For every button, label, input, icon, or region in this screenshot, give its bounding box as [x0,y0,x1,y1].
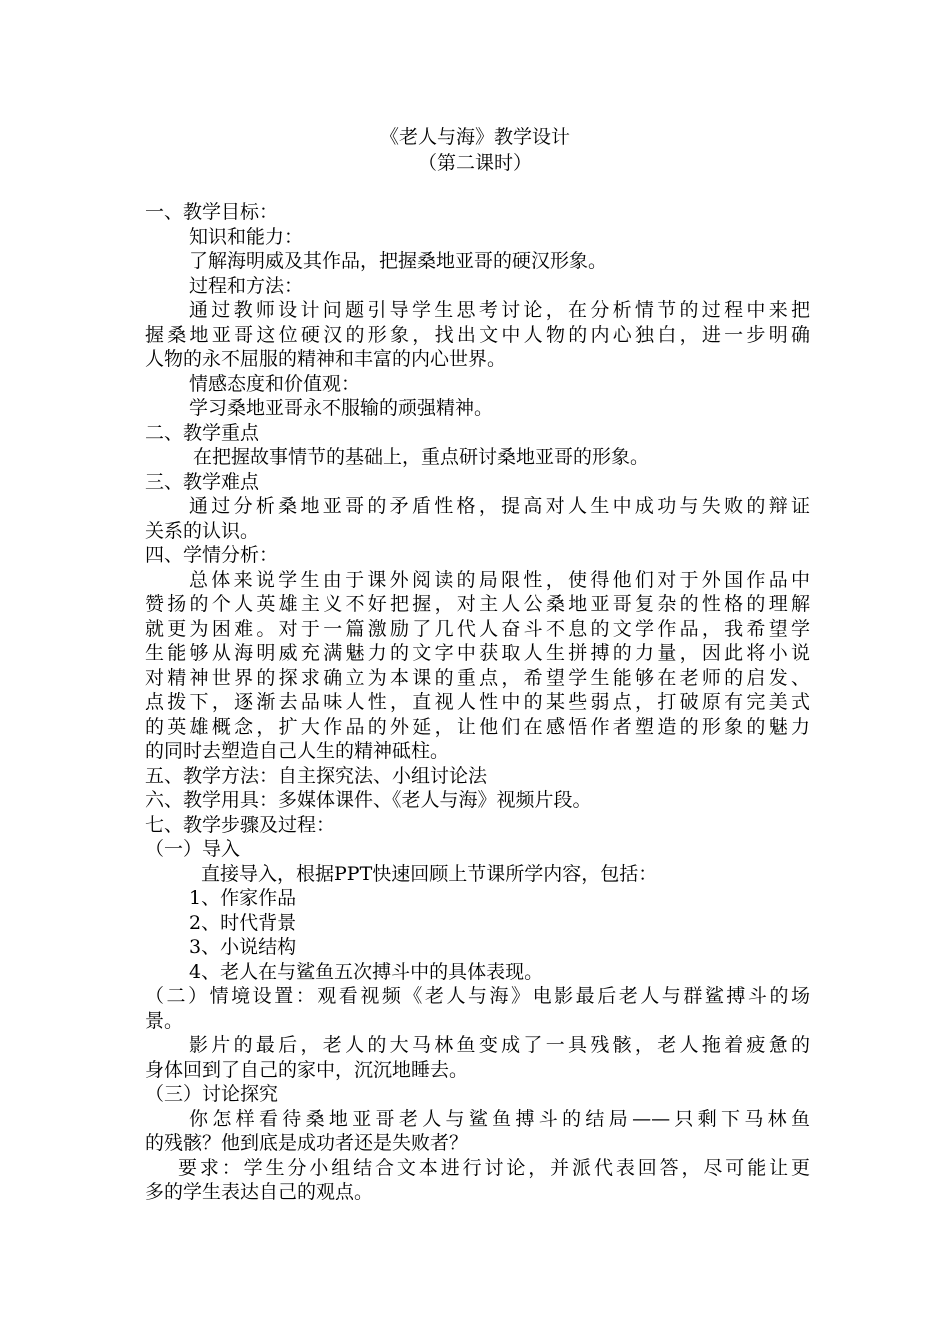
subsection-label: 过程和方法： [189,274,304,297]
paragraph-line: 关系的认识。 [145,519,260,542]
paragraph-line: 学习桑地亚哥永不服输的顽强精神。 [189,397,494,419]
paragraph-line: 多的学生表达自己的观点。 [145,1181,374,1203]
list-item: 4、老人在与鲨鱼五次搏斗中的具体表现。 [189,960,544,983]
paragraph-line: 你怎样看待桑地亚哥老人与鲨鱼搏斗的结局——只剩下马林鱼 [189,1107,810,1130]
document-title: 《老人与海》教学设计 [379,126,570,148]
document-subtitle: （第二课时） [417,152,532,174]
paragraph-line: 身体回到了自己的家中，沉沉地睡去。 [145,1058,469,1081]
paragraph-line: 的英雄概念，扩大作品的外延，让他们在感悟作者塑造的形象的魅力 [145,715,810,738]
paragraph-line: 的残骸？他到底是成功者还是失败者？ [145,1132,469,1154]
section-heading: 七、教学步骤及过程： [145,813,336,836]
list-item: 1、作家作品 [189,887,297,909]
paragraph-line: 直接导入，根据PPT快速回顾上节课所学内容，包括： [201,862,658,885]
paragraph-line: 要求：学生分小组结合文本进行讨论，并派代表回答，尽可能让更 [178,1156,810,1179]
section-heading: 二、教学重点 [145,421,260,444]
subsection-label: 情感态度和价值观： [189,372,361,395]
paragraph-line: 景。 [145,1009,184,1032]
step-heading: （二）情境设置：观看视频《老人与海》电影最后老人与群鲨搏斗的场 [145,985,810,1007]
document-body [145,200,810,1205]
paragraph-line: 总体来说学生由于课外阅读的局限性，使得他们对于外国作品中 [189,568,810,591]
section-heading: 四、学情分析： [145,544,279,566]
paragraph-line: 赞扬的个人英雄主义不好把握，对主人公桑地亚哥复杂的性格的理解 [145,593,810,615]
subsection-label: 知识和能力： [189,225,304,248]
section-heading: 五、教学方法：自主探究法、小组讨论法 [145,764,488,787]
list-item: 2、时代背景 [189,911,297,934]
paragraph-line: 的同时去塑造自己人生的精神砥柱。 [145,740,450,762]
section-heading: 六、教学用具：多媒体课件、《老人与海》视频片段。 [145,789,592,811]
paragraph-line: 在把握故事情节的基础上，重点研讨桑地亚哥的形象。 [193,446,650,468]
paragraph-line: 了解海明威及其作品，把握桑地亚哥的硬汉形象。 [189,250,608,272]
paragraph-line: 通过分析桑地亚哥的矛盾性格，提高对人生中成功与失败的辩证 [189,495,810,517]
section-heading: 一、教学目标： [145,201,279,223]
paragraph-line: 人物的永不屈服的精神和丰富的内心世界。 [145,348,507,370]
paragraph-line: 握桑地亚哥这位硬汉的形象，找出文中人物的内心独白，进一步明确 [145,323,810,346]
paragraph-line: 生能够从海明威充满魅力的文字中获取人生拼搏的力量，因此将小说 [145,642,810,664]
step-heading: （一）导入 [145,838,241,860]
paragraph-line: 点拨下，逐渐去品味人性，直视人性中的某些弱点，打破原有完美式 [145,691,810,713]
step-heading: （三）讨论探究 [145,1083,279,1105]
list-item: 3、小说结构 [189,936,297,958]
paragraph-line: 就更为困难。对于一篇激励了几代人奋斗不息的文学作品，我希望学 [145,617,810,640]
paragraph-line: 对精神世界的探求确立为本课的重点，希望学生能够在老师的启发、 [145,666,810,689]
section-heading: 三、教学难点 [145,470,260,493]
paragraph-line: 通过教师设计问题引导学生思考讨论，在分析情节的过程中来把 [189,299,810,321]
paragraph-line: 影片的最后，老人的大马林鱼变成了一具残骸，老人拖着疲惫的 [189,1034,810,1056]
